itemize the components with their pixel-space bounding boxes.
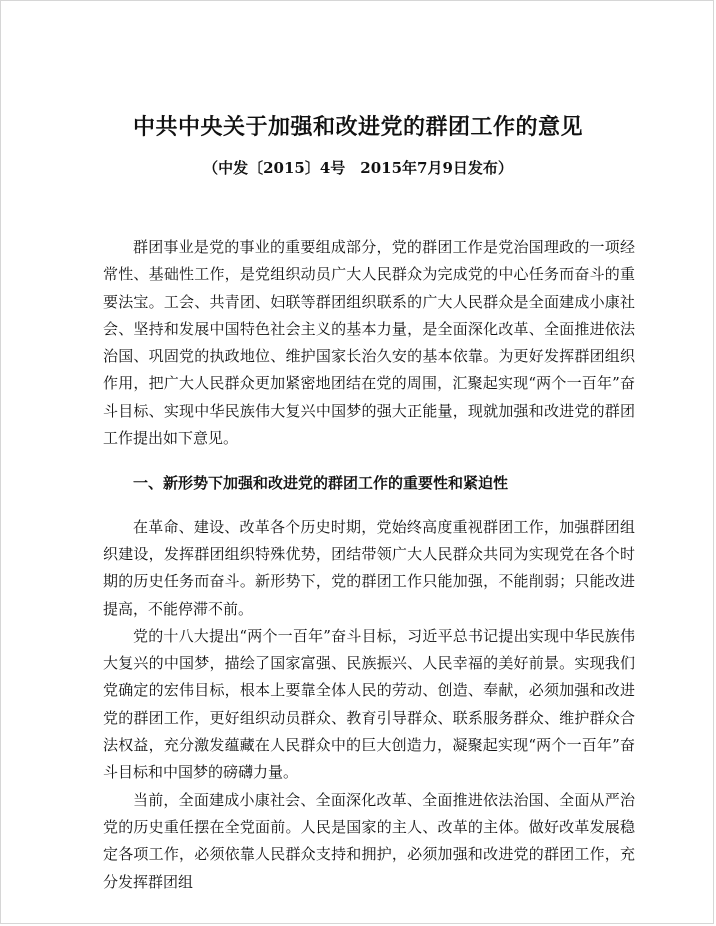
body-paragraph: 党的十八大提出“两个一百年”奋斗目标，习近平总书记提出实现中华民族伟大复兴的中国梦，描绘了国家富强、民族振兴、人民幸福的美好前景。实现我们党确定的宏伟目标，根本上要靠全体人民的劳动、创造、奉献，必须加强和改进党的群团工作，更好组织动员群众、教育引导群众、联系服务群众、维护群众合法权益，充分激发蕴藏在人民群众中的巨大创造力，凝聚起实现“两个一百年”奋斗目标和中国梦的磅礴力量。 [103, 626, 635, 782]
intro-paragraph: 群团事业是党的事业的重要组成部分，党的群团工作是党治国理政的一项经常性、基础性工作，是党组织动员广大人民群众为完成党的中心任务而奋斗的重要法宝。工会、共青团、妇联等群团组织联系的广大人民群众是全面建成小康社会、坚持和发展中国特色社会主义的基本力量，是全面深化改革、全面推进依法治国、巩固党的执政地位、维护国家长治久安的基本依靠。为更好发挥群团组织作用，把广大人民群众更加紧密地团结在党的周围，汇聚起实现“两个一百年”奋斗目标、实现中华民族伟大复兴中国梦的强大正能量，现就加强和改进党的群团工作提出如下意见。 [103, 238, 635, 448]
body-paragraph: 当前，全面建成小康社会、全面深化改革、全面推进依法治国、全面从严治党的历史重任摆在全党面前。人民是国家的主人、改革的主体。做好改革发展稳定各项工作，必须依靠人民群众支持和拥护，必须加强和改进党的群团工作，充分发挥群团组 [103, 790, 635, 891]
document-title: 中共中央关于加强和改进党的群团工作的意见 [132, 115, 583, 140]
section-heading: 一、新形势下加强和改进党的群团工作的重要性和紧迫性 [133, 474, 509, 493]
document-subtitle: （中发〔2015〕4号 2015年7月9日发布） [203, 159, 513, 177]
body-paragraph: 在革命、建设、改革各个历史时期，党始终高度重视群团工作，加强群团组织建设，发挥群团组织特殊优势，团结带领广大人民群众共同为实现党在各个时期的历史任务而奋斗。新形势下，党的群团工作只能加强，不能削弱；只能改进提高，不能停滞不前。 [103, 517, 635, 618]
document-body [103, 234, 635, 896]
